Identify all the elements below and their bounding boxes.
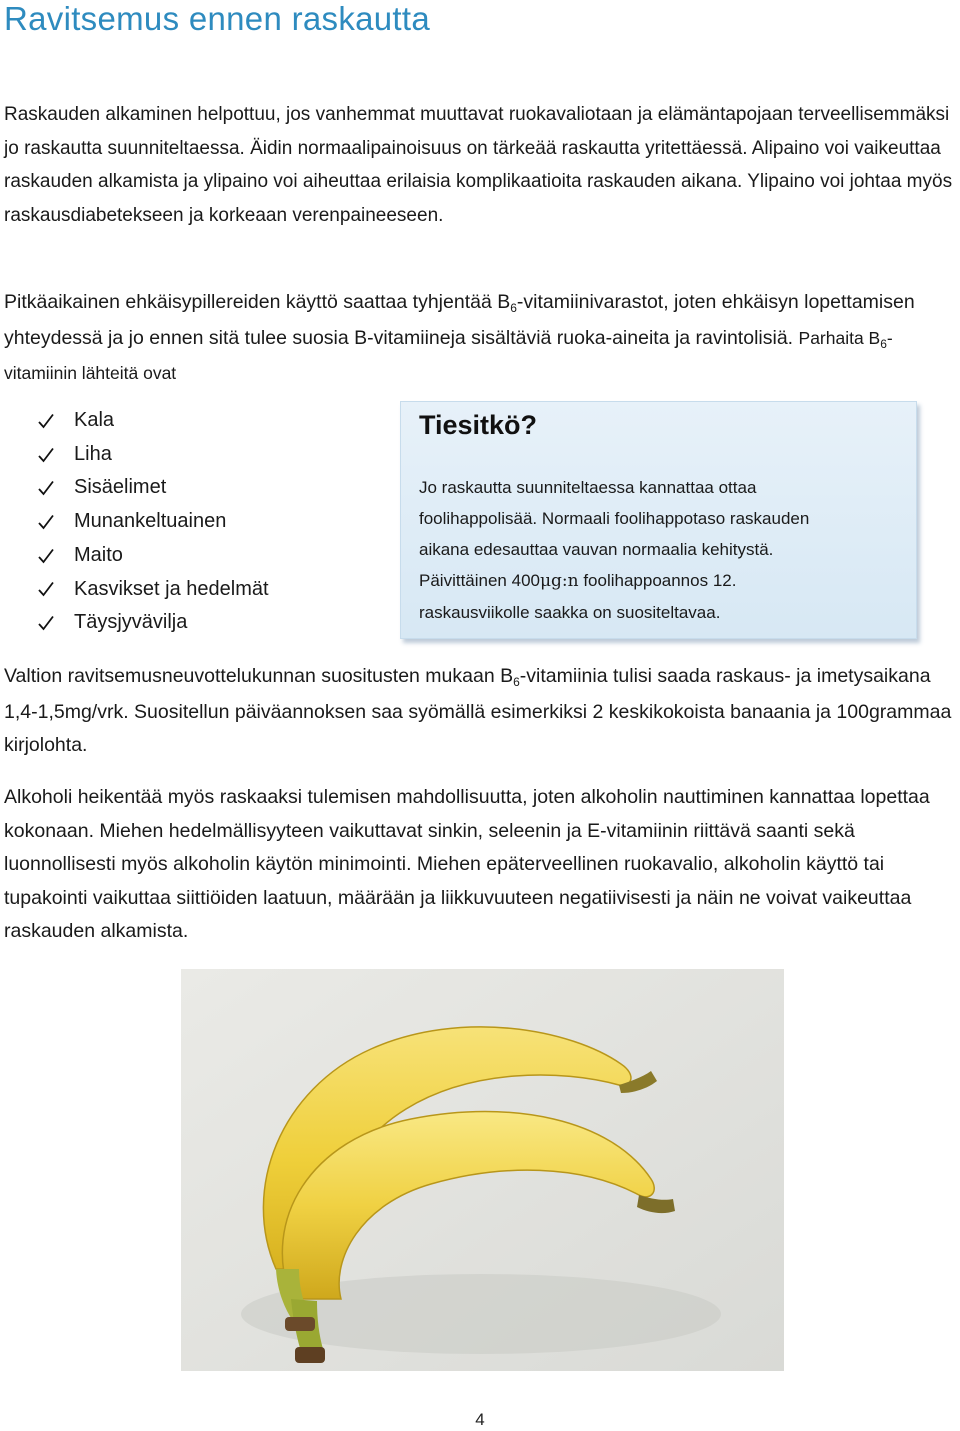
check-icon bbox=[38, 581, 54, 597]
list-item bbox=[38, 539, 269, 573]
alcohol-paragraph: Alkoholi heikentää myös raskaaksi tulemisen mahdollisuutta, joten alkoholin nauttiminen kannattaa lopettaa kokonaan. Miehen hedelmällisyyteen vaikuttavat sinkin, seleenin ja E-vitamiinin riittävä saanti sekä luonnollisesti myös alkoholin käytön minimointi. Miehen epäterveellinen ruokavalio, alkoholin käyttö tai tupakointi vaikuttaa siittiöiden laatuun, määrään ja liikkuvuuteen negatiivisesti ja näin ne voivat vaikeuttaa raskauden alkamista. bbox=[4, 786, 930, 942]
infobox-text: foolihappoannos 12. bbox=[578, 571, 737, 590]
contraceptive-text-2: -vitamiinivarastot, joten ehkäisyn lopettamisen yhteydessä ja jo ennen sitä tulee suosia B-vitamiineja sisältäviä ruoka-aineita ja ravintolisiä. bbox=[4, 291, 915, 349]
check-icon bbox=[38, 615, 54, 631]
check-icon bbox=[38, 413, 54, 429]
list-item-label: Täysjyvävilja bbox=[74, 611, 188, 634]
subscript-6: 6 bbox=[880, 336, 887, 351]
list-item-label: Kala bbox=[74, 409, 115, 431]
page-number: 4 bbox=[475, 1410, 485, 1429]
subscript-6: 6 bbox=[510, 301, 517, 315]
infobox-line: raskausviikolle saakka on suositeltavaa. bbox=[419, 603, 721, 622]
list-item bbox=[38, 471, 269, 505]
infobox-line: foolihappolisää. Normaali foolihappotaso raskauden bbox=[419, 509, 810, 528]
infobox-text: Päivittäinen 400 bbox=[419, 571, 540, 590]
infobox-line: aikana edesauttaa vauvan normaalia kehitystä. bbox=[419, 540, 774, 559]
did-you-know-box bbox=[400, 401, 917, 639]
infobox-body bbox=[419, 472, 909, 628]
recommendation-text-2: -vitamiinia tulisi saada raskaus- ja imetysaikana 1,4-1,5mg/vrk. Suositellun päiväannoksen saa syömällä esimerkiksi 2 keskikokoista banaania ja 100grammaa kirjolohta. bbox=[4, 665, 952, 756]
page-title: Ravitsemus ennen raskautta bbox=[4, 0, 431, 37]
sources-intro-1: Parhaita B bbox=[798, 327, 881, 348]
check-icon bbox=[38, 514, 54, 530]
b6-sources-list bbox=[38, 404, 269, 640]
list-item-label: Maito bbox=[74, 543, 123, 566]
check-icon bbox=[38, 548, 54, 564]
list-item-label: Liha bbox=[74, 442, 112, 465]
list-item bbox=[38, 505, 269, 539]
contraceptive-text-1: Pitkäaikainen ehkäisypillereiden käyttö saattaa tyhjentää B bbox=[4, 291, 511, 313]
list-item-label: Munankeltuainen bbox=[74, 510, 227, 533]
list-item bbox=[38, 606, 269, 640]
list-item bbox=[38, 438, 269, 472]
recommendation-paragraph bbox=[4, 660, 954, 763]
banana-photo bbox=[181, 969, 784, 1371]
check-icon bbox=[38, 480, 54, 496]
infobox-line: Jo raskautta suunniteltaessa kannattaa ottaa bbox=[419, 478, 757, 497]
list-item bbox=[38, 573, 269, 607]
sources-intro-2: -vitamiinin lähteitä ovat bbox=[4, 327, 893, 383]
recommendation-text-1: Valtion ravitsemusneuvottelukunnan suositusten mukaan B bbox=[4, 665, 514, 687]
list-item-label: Kasvikset ja hedelmät bbox=[74, 577, 269, 600]
intro-paragraph: Raskauden alkaminen helpottuu, jos vanhemmat muuttavat ruokavaliotaan ja elämäntapojaan terveellisemmäksi jo raskautta suunniteltaessa. Äidin normaalipainoisuus on tärkeää raskautta yritettäessä. Alipaino voi vaikeuttaa raskauden alkamista ja ylipaino voi aiheuttaa erilaisia komplikaatioita raskauden aikana. Ylipaino voi johtaa myös raskausdiabetekseen ja korkeaan verenpaineeseen. bbox=[4, 104, 953, 226]
list-item bbox=[38, 404, 269, 438]
infobox-title: Tiesitkö? bbox=[419, 410, 538, 440]
check-icon bbox=[38, 447, 54, 463]
unit-text: μg:n bbox=[539, 571, 579, 591]
subscript-6: 6 bbox=[513, 675, 520, 689]
contraceptive-paragraph bbox=[4, 286, 954, 391]
infobox-line bbox=[419, 565, 909, 597]
list-item-label: Sisäelimet bbox=[74, 476, 167, 499]
